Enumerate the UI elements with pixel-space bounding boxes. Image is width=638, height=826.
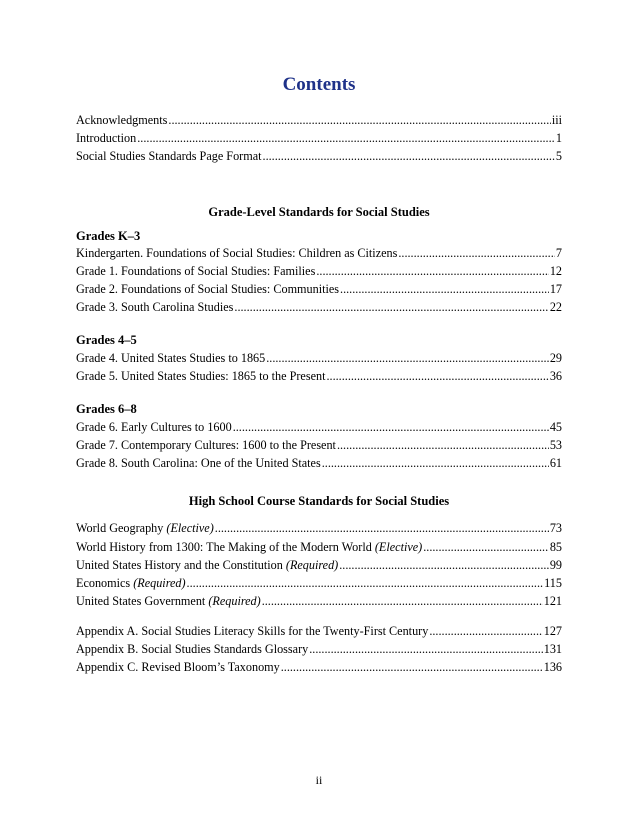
page-title: Contents bbox=[282, 74, 356, 95]
toc-entry-page: iii bbox=[551, 113, 562, 127]
toc-entry-grade-7[interactable] bbox=[76, 437, 562, 453]
toc-entry-economics[interactable] bbox=[76, 575, 562, 591]
toc-entry-us-government[interactable] bbox=[76, 593, 562, 609]
grade-group-heading: Grades 6–8 bbox=[76, 402, 137, 416]
toc-entry-label: Social Studies Standards Page Format bbox=[76, 149, 262, 163]
toc-entry-kindergarten[interactable] bbox=[76, 245, 562, 261]
toc-entry-page: 5 bbox=[555, 149, 562, 163]
dot-leader bbox=[187, 575, 544, 591]
toc-entry-page: 131 bbox=[543, 642, 562, 656]
toc-entry-label: Appendix A. Social Studies Literacy Skills for the Twenty-First Century bbox=[76, 624, 429, 638]
dot-leader bbox=[233, 419, 549, 435]
toc-entry-page: 73 bbox=[549, 521, 562, 535]
toc-entry-appendix-a[interactable] bbox=[76, 623, 562, 639]
toc-entry-appendix-b[interactable] bbox=[76, 641, 562, 657]
toc-entry-page: 115 bbox=[544, 576, 562, 590]
toc-entry-label: Kindergarten. Foundations of Social Studies: Children as Citizens bbox=[76, 246, 398, 260]
toc-entry-appendix-c[interactable] bbox=[76, 659, 562, 675]
toc-entry-label: Grade 7. Contemporary Cultures: 1600 to the Present bbox=[76, 438, 336, 452]
toc-entry-label: Economics (Required) bbox=[76, 576, 186, 590]
dot-leader bbox=[398, 245, 555, 261]
toc-entry-page: 45 bbox=[549, 420, 562, 434]
dot-leader bbox=[339, 557, 549, 573]
toc-entry-label: World History from 1300: The Making of the Modern World (Elective) bbox=[76, 540, 423, 554]
toc-entry-page: 127 bbox=[543, 624, 562, 638]
toc-entry-page: 12 bbox=[549, 264, 562, 278]
toc-entry-acknowledgments[interactable] bbox=[76, 112, 562, 128]
toc-entry-label: Grade 4. United States Studies to 1865 bbox=[76, 351, 266, 365]
toc-entry-world-history[interactable] bbox=[76, 539, 562, 555]
toc-entry-page: 22 bbox=[549, 300, 562, 314]
section-heading-grade-level: Grade-Level Standards for Social Studies bbox=[208, 205, 430, 219]
toc-entry-grade-8[interactable] bbox=[76, 455, 562, 471]
toc-entry-label: Grade 3. South Carolina Studies bbox=[76, 300, 234, 314]
toc-entry-introduction[interactable] bbox=[76, 130, 562, 146]
toc-entry-grade-5[interactable] bbox=[76, 368, 562, 384]
dot-leader bbox=[266, 350, 549, 366]
toc-entry-world-geography[interactable] bbox=[76, 520, 562, 536]
toc-entry-label: Grade 1. Foundations of Social Studies: Families bbox=[76, 264, 316, 278]
dot-leader bbox=[322, 455, 549, 471]
dot-leader bbox=[429, 623, 542, 639]
toc-entry-label: Grade 5. United States Studies: 1865 to the Present bbox=[76, 369, 326, 383]
toc-entry-page: 121 bbox=[543, 594, 562, 608]
toc-entry-page: 17 bbox=[549, 282, 562, 296]
dot-leader bbox=[281, 659, 543, 675]
toc-entry-label: United States History and the Constitution (Required) bbox=[76, 558, 339, 572]
dot-leader bbox=[326, 368, 548, 384]
dot-leader bbox=[234, 299, 548, 315]
dot-leader bbox=[137, 130, 555, 146]
dot-leader bbox=[309, 641, 542, 657]
toc-entry-grade-1[interactable] bbox=[76, 263, 562, 279]
dot-leader bbox=[316, 263, 548, 279]
dot-leader bbox=[423, 539, 549, 555]
toc-entry-page: 99 bbox=[549, 558, 562, 572]
toc-entry-label: Grade 8. South Carolina: One of the United States bbox=[76, 456, 321, 470]
toc-entry-page: 7 bbox=[555, 246, 562, 260]
section-heading-high-school: High School Course Standards for Social Studies bbox=[188, 494, 450, 508]
dot-leader bbox=[215, 520, 549, 536]
toc-entry-grade-4[interactable] bbox=[76, 350, 562, 366]
toc-entry-grade-3[interactable] bbox=[76, 299, 562, 315]
toc-entry-page: 53 bbox=[549, 438, 562, 452]
toc-entry-grade-2[interactable] bbox=[76, 281, 562, 297]
dot-leader bbox=[168, 112, 550, 128]
dot-leader bbox=[340, 281, 549, 297]
toc-entry-page: 36 bbox=[549, 369, 562, 383]
toc-entry-label: Grade 6. Early Cultures to 1600 bbox=[76, 420, 232, 434]
toc-entry-label: Appendix C. Revised Bloom’s Taxonomy bbox=[76, 660, 280, 674]
grade-group-heading: Grades K–3 bbox=[76, 229, 141, 243]
grade-group-heading: Grades 4–5 bbox=[76, 333, 137, 347]
toc-entry-us-history[interactable] bbox=[76, 557, 562, 573]
toc-entry-label: United States Government (Required) bbox=[76, 594, 261, 608]
toc-entry-label: Acknowledgments bbox=[76, 113, 168, 127]
page-number: ii bbox=[315, 773, 323, 787]
toc-entry-page-format[interactable] bbox=[76, 148, 562, 164]
dot-leader bbox=[262, 593, 543, 609]
toc-entry-label: Introduction bbox=[76, 131, 137, 145]
dot-leader bbox=[337, 437, 549, 453]
toc-entry-page: 29 bbox=[549, 351, 562, 365]
toc-entry-label: Grade 2. Foundations of Social Studies: Communities bbox=[76, 282, 340, 296]
toc-entry-grade-6[interactable] bbox=[76, 419, 562, 435]
toc-entry-page: 85 bbox=[549, 540, 562, 554]
toc-entry-page: 136 bbox=[543, 660, 562, 674]
toc-entry-page: 1 bbox=[555, 131, 562, 145]
toc-entry-label: World Geography (Elective) bbox=[76, 521, 214, 535]
dot-leader bbox=[263, 148, 555, 164]
toc-entry-page: 61 bbox=[549, 456, 562, 470]
toc-entry-label: Appendix B. Social Studies Standards Glossary bbox=[76, 642, 309, 656]
